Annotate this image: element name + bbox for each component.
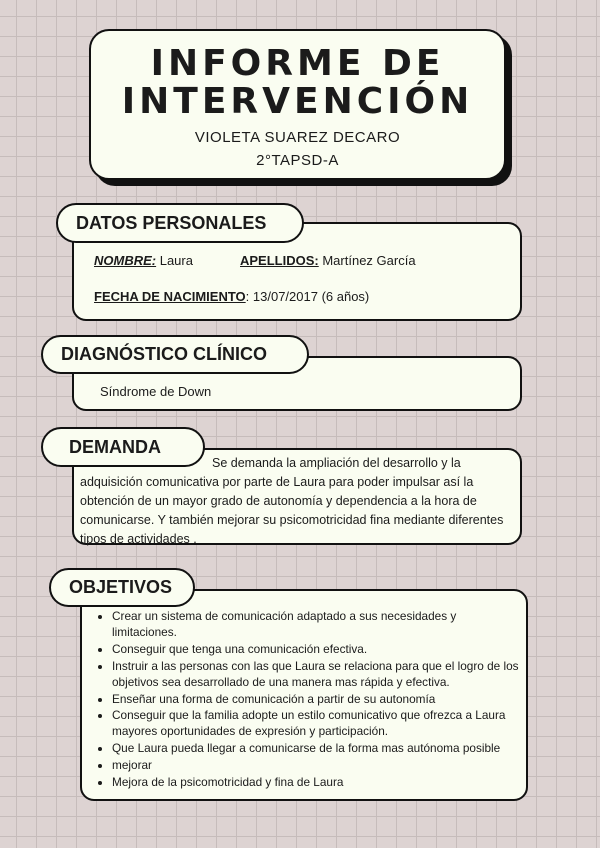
objective-item: • Conseguir que tenga una comunicación efectiva. — [112, 641, 522, 657]
personal-data-heading: DATOS PERSONALES — [56, 203, 304, 243]
course-label: 2°TAPSD-A — [256, 152, 339, 169]
surname-value: Martínez García — [318, 253, 416, 268]
author-name: VIOLETA SUAREZ DECARO — [194, 129, 401, 146]
demand-text: Se demanda la ampliación del desarrollo y la adquisición comunicativa por parte de Laura para poder impulsar así la obtención de un mayor grado de autonomía y dependencia a la hora de comunicarse. Y también mejorar su psicomotricidad fina mediante diferentes tipos de actividades . — [80, 456, 504, 546]
name-field — [94, 253, 193, 268]
objective-item: • mejorar — [112, 757, 522, 773]
surname-label: APELLIDOS: — [240, 253, 319, 268]
name-value: Laura — [156, 253, 193, 268]
document-title — [91, 45, 504, 121]
title-line-1: INFORME DE — [150, 43, 445, 84]
title-card — [89, 29, 506, 180]
objective-item: • Instruir a las personas con las que Laura se relaciona para que el logro de los objetivos sea desarrollado de una manera mas rápida y efectiva. — [112, 658, 522, 690]
title-line-2: INTERVENCIÓN — [121, 81, 474, 122]
objective-item: • Que Laura pueda llegar a comunicarse de la forma mas autónoma posible — [112, 740, 522, 756]
objective-item: • Mejora de la psicomotricidad y fina de Laura — [112, 774, 522, 790]
objectives-heading: OBJETIVOS — [49, 568, 195, 607]
objectives-card — [80, 589, 528, 801]
objective-item: • Enseñar una forma de comunicación a partir de su autonomía — [112, 691, 522, 707]
surname-field — [240, 253, 416, 268]
birth-value: : 13/07/2017 (6 años) — [245, 289, 370, 304]
name-label: NOMBRE: — [94, 253, 157, 268]
objective-item: • Crear un sistema de comunicación adaptado a sus necesidades y limitaciones. — [112, 608, 522, 640]
birth-label: FECHA DE NACIMIENTO — [94, 289, 246, 304]
objectives-list — [82, 608, 522, 790]
diagnosis-heading: DIAGNÓSTICO CLÍNICO — [41, 335, 309, 374]
objective-item: • Conseguir que la familia adopte un estilo comunicativo que ofrezca a Laura mayores oportunidades de expresión y participación. — [112, 707, 522, 739]
diagnosis-text: Síndrome de Down — [100, 384, 212, 399]
demand-heading: DEMANDA — [41, 427, 205, 467]
birth-field — [94, 289, 369, 304]
